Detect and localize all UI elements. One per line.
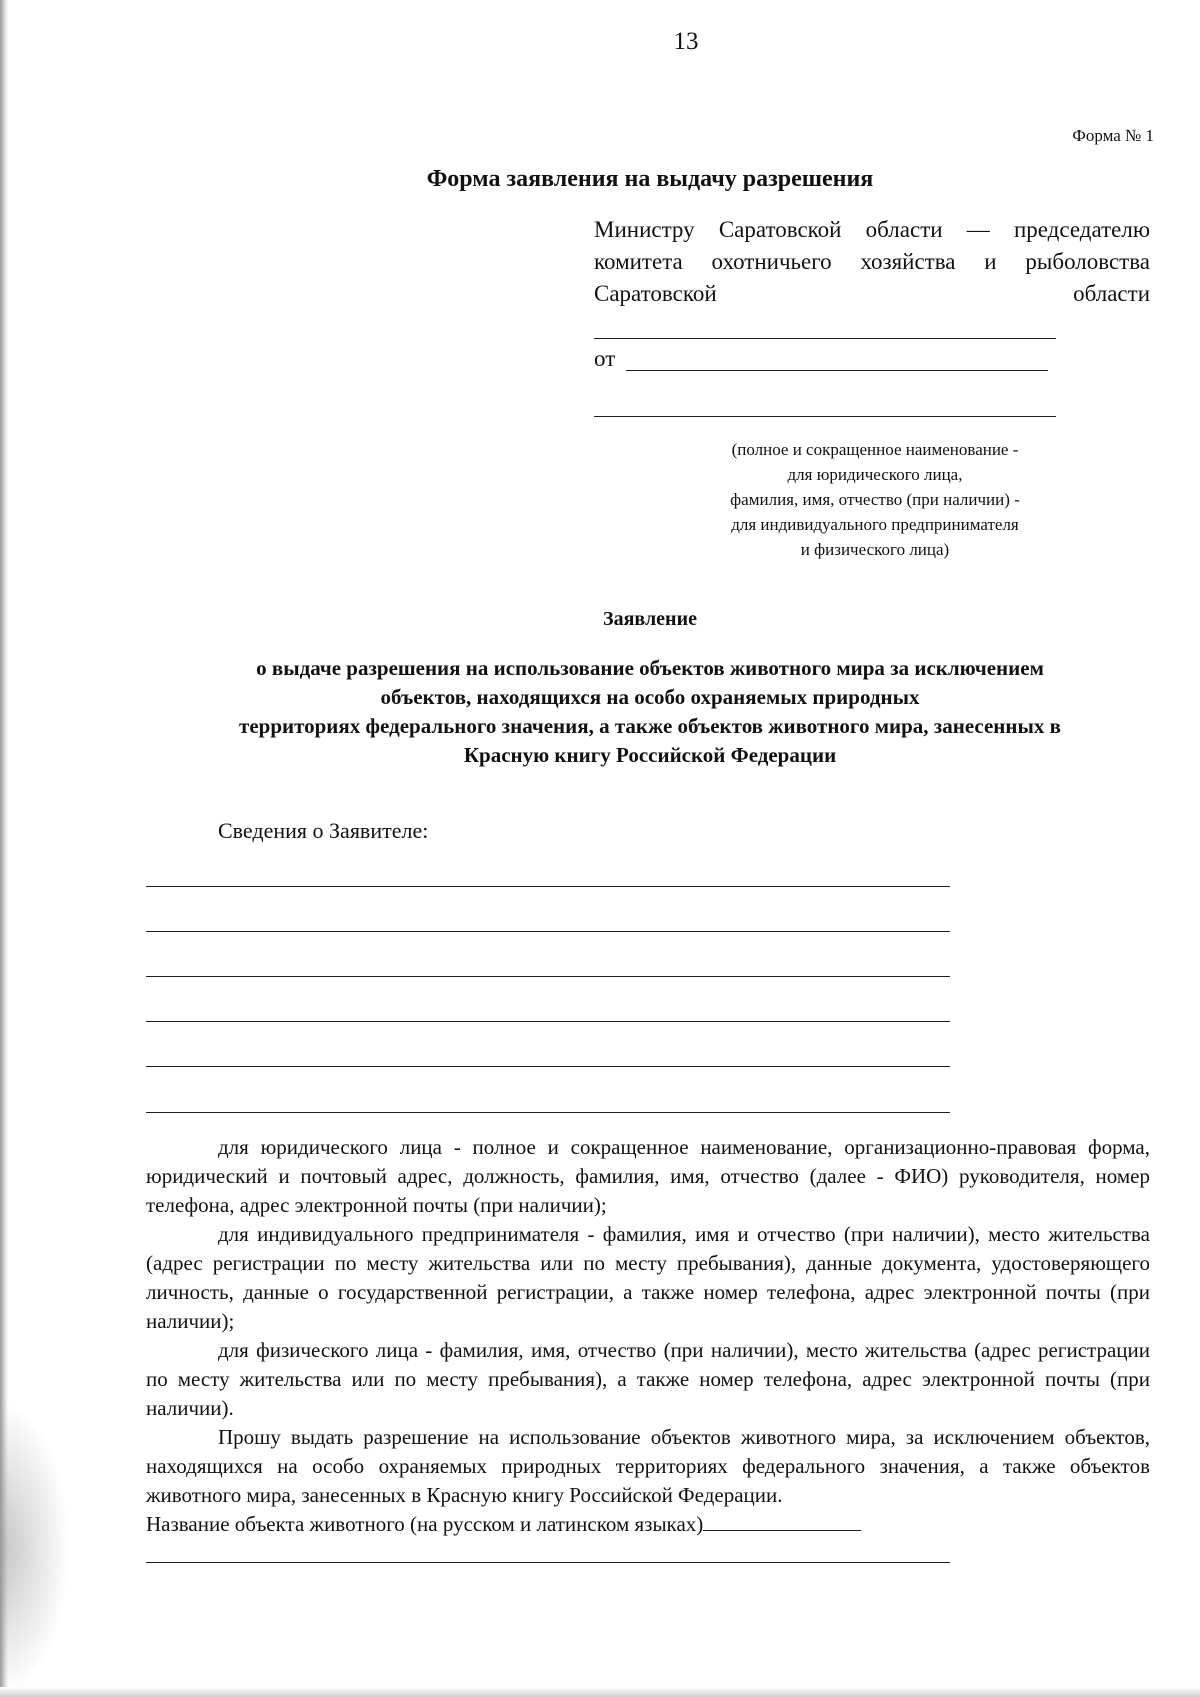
scan-smudge: [0, 1400, 70, 1697]
statement-heading: Заявление: [603, 608, 697, 630]
applicant-info-line[interactable]: [146, 1112, 950, 1113]
scan-bottom-edge: [0, 1687, 1200, 1697]
animal-name-blank-inline[interactable]: [703, 1510, 861, 1531]
applicant-info-line[interactable]: [146, 886, 950, 887]
paragraph-request: Прошу выдать разрешение на использование объектов животного мира, за исключением объектов, находящихся на особо охраняемых природных территориях федерального значения, а также объектов животного мира, занесенных в Красную книгу Российской Федерации.: [146, 1425, 1150, 1507]
applicant-info-line[interactable]: [146, 1066, 950, 1067]
caption-line: для индивидуального предпринимателя: [731, 515, 1019, 534]
applicant-info-line[interactable]: [146, 1021, 950, 1022]
document-title: Форма заявления на выдачу разрешения: [426, 166, 874, 192]
animal-name-label: Название объекта животного (на русском и латинском языках): [146, 1512, 704, 1536]
animal-name-blank-line[interactable]: [146, 1562, 950, 1563]
applicant-info-line[interactable]: [146, 976, 950, 977]
subject-line: объектов, находящихся на особо охраняемых природных: [380, 685, 920, 709]
addressee-block: Министру Саратовской области — председателю комитета охотничьего хозяйства и рыболовства Саратовской области: [594, 217, 1150, 306]
subject-line: Красную книгу Российской Федерации: [463, 743, 837, 767]
paragraph-individual: для физического лица - фамилия, имя, отчество (при наличии), место жительства (адрес регистрации по месту жительства или по месту пребывания), а также номер телефона, адрес электронной почты (при наличии).: [146, 1338, 1150, 1420]
caption-line: для юридического лица,: [787, 465, 963, 484]
subject-line: о выдаче разрешения на использование объектов животного мира за исключением: [256, 656, 1044, 680]
from-label: от: [594, 346, 616, 371]
caption-line: фамилия, имя, отчество (при наличии) -: [730, 490, 1020, 509]
form-number: Форма № 1: [1072, 126, 1154, 145]
body-text: [146, 1133, 1150, 1539]
statement-subject: [150, 654, 1150, 770]
from-blank-line[interactable]: [626, 370, 1048, 371]
animal-name-row: [146, 1510, 1150, 1539]
subject-line: территориях федерального значения, а также объектов животного мира, занесенных в: [239, 714, 1061, 738]
applicant-info-label: Сведения о Заявителе:: [218, 818, 429, 843]
addressee-blank-line[interactable]: [594, 338, 1056, 339]
page-number: 13: [673, 28, 699, 55]
applicant-caption: [690, 437, 1060, 562]
paragraph-entrepreneur: для индивидуального предпринимателя - фамилия, имя и отчество (при наличии), место жительства (адрес регистрации по месту жительства или по месту пребывания), данные документа, удостоверяющего личность, данные о государственной регистрации, а также номер телефона, адрес электронной почты (при наличии);: [146, 1222, 1150, 1333]
caption-line: и физического лица): [800, 540, 950, 559]
caption-line: (полное и сокращенное наименование -: [731, 440, 1019, 459]
applicant-name-blank-line[interactable]: [594, 416, 1056, 417]
paragraph-legal-entity: для юридического лица - полное и сокращенное наименование, организационно-правовая форма, юридический и почтовый адрес, должность, фамилия, имя, отчество (далее - ФИО) руководителя, номер телефона, адрес электронной почты (при наличии);: [146, 1135, 1150, 1217]
applicant-info-line[interactable]: [146, 931, 950, 932]
